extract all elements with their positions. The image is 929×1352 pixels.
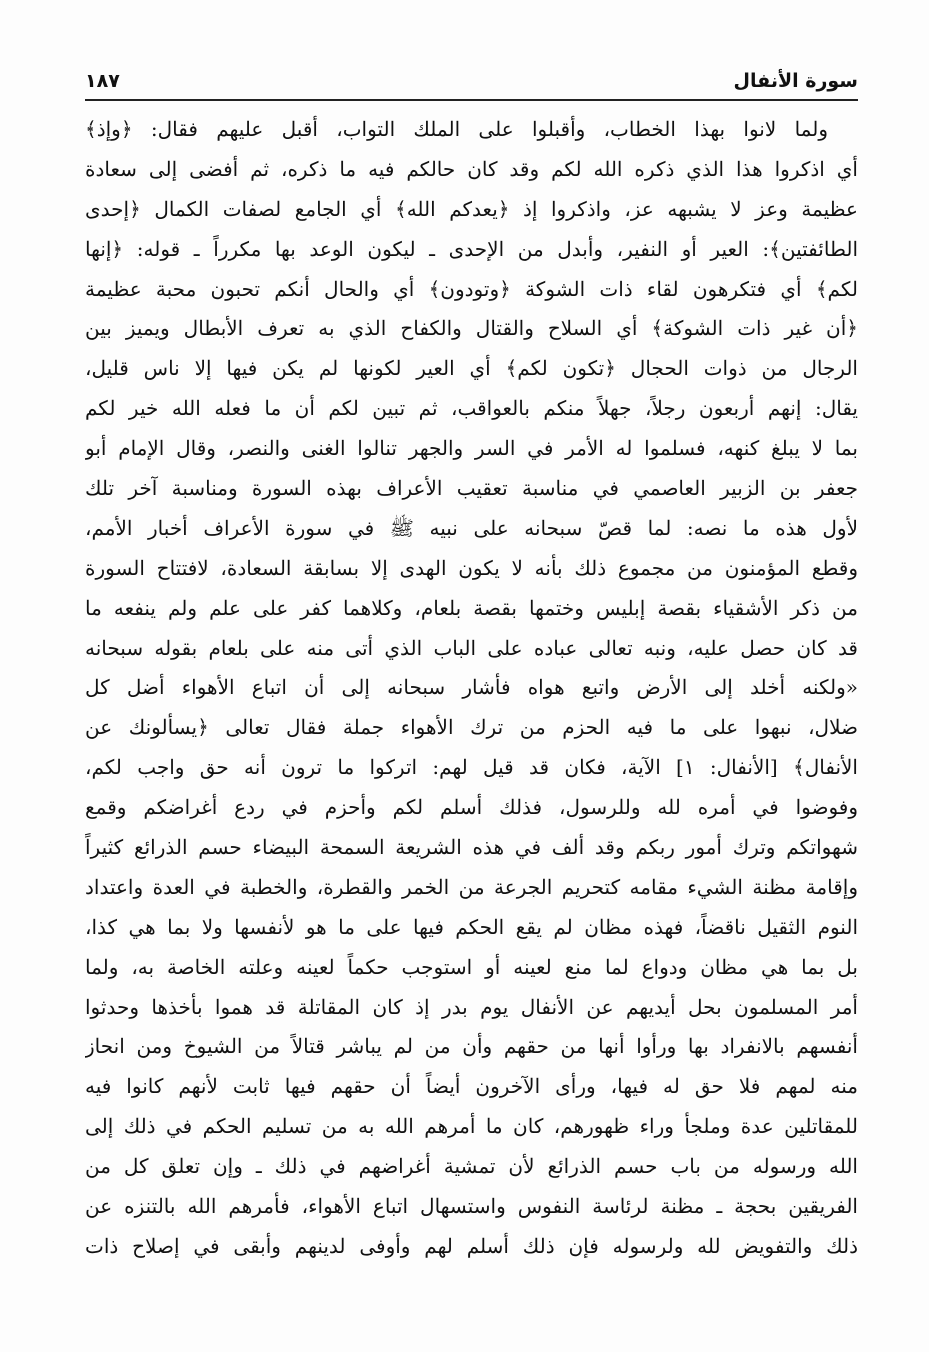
body-text: [85, 110, 858, 1267]
text-line: النوم الثقيل ناقضاً، فهذه مظان لم يقع الحكم فيها على ما هو لأنفسها ولا بما هي كذا،: [85, 914, 858, 939]
text-line: ﴿أن غير ذات الشوكة﴾ أي السلاح والقتال والكفاح الذي به تعرف الأبطال ويميز بين: [85, 316, 858, 341]
text-line: الرجال من ذوات الحجال ﴿تكون لكم﴾ أي العير لكونها لم يكن فيها إلا ناس قليل،: [85, 356, 858, 381]
text-line: وفوضوا في أمره لله وللرسول، فذلك أسلم لكم وأحزم في ردع أغراضكم وقمع: [85, 795, 858, 820]
text-line: شهواتكم وترك أمور ربكم وقد ألف في هذه الشريعة السمحة البيضاء حسم الذرائع كثيراً: [85, 835, 858, 860]
text-line: لأول هذه ما نصه: لما قصّ سبحانه على نبيه ﷺ في سورة الأعراف أخبار الأمم،: [85, 515, 858, 540]
text-line: الله ورسوله من باب حسم الذرائع لأن تمشية أغراضهم في ذلك ـ وإن تعلق كل من: [85, 1154, 858, 1179]
page-number: ١٨٧: [85, 70, 120, 92]
text-line: الطائفتين﴾: العير أو النفير، وأبدل من الإحدى ـ ليكون الوعد بها مكرراً ـ قوله: ﴿إنها: [85, 236, 858, 261]
text-line: منه لمهم فلا حق له فيها، ورأى الآخرون أيضاً أن حقهم فيها ثابت لأنهم كانوا فيه: [85, 1074, 858, 1099]
text-line: يقال: إنهم أربعون رجلاً، جهلاً منكم بالعواقب، ثم تبين لكم أن ما فعله الله خير لكم: [85, 396, 858, 421]
text-line: وإقامة مظنة الشيء مقامه كتحريم الجرعة من الخمر والقطرة، والخطبة في العدة واعتداد: [85, 874, 858, 899]
text-line: «ولكنه أخلد إلى الأرض واتبع هواه فأشار سبحانه إلى أن اتباع الأهواء أضل كل: [85, 675, 858, 700]
text-line: أنفسهم بالانفراد بها ورأوا أنها من حقهم وأن من لم يباشر قتالاً من الشيوخ ومن انحاز: [85, 1034, 858, 1059]
text-line: لكم﴾ أي فتكرهون لقاء ذات الشوكة ﴿وتودون﴾ أي والحال أنكم تحبون محبة عظيمة: [85, 276, 858, 301]
text-line: ضلال، نبهوا على ما فيه الحزم من ترك الأهواء جملة فقال تعالى ﴿يسألونك عن: [85, 715, 858, 740]
surah-title: سورة الأنفال: [733, 70, 858, 92]
text-line: وقطع المؤمنون من مجموع ذلك بأنه لا يكون الهدى إلا بسابقة السعادة، لافتتاح السورة: [85, 555, 858, 580]
text-line: أمر المسلمون بحل أيديهم عن الأنفال يوم بدر إذ كان المقاتلة قد هموا بأخذها وحدثوا: [85, 994, 858, 1019]
text-line: الفريقين بحجة ـ مظنة لرئاسة النفوس واستسهال اتباع الأهواء، فأمرهم الله بالتنزه عن: [85, 1194, 858, 1219]
text-line: أي اذكروا هذا الذي ذكره الله لكم وقد كان حالكم فيه ما ذكره، ثم أفضى إلى سعادة: [85, 156, 858, 181]
text-line: ذلك والتفويض لله ولرسوله فإن ذلك أسلم لهم وأوفى لدينهم وأبقى في إصلاح ذات: [85, 1233, 858, 1258]
running-header: [85, 62, 858, 96]
text-line: ولما لانوا بهذا الخطاب، وأقبلوا على الملك التواب، أقبل عليهم فقال: ﴿وإذ﴾: [85, 117, 828, 141]
text-line: من ذكر الأشقياء بقصة إبليس وختمها بقصة بلعام، وكلاهما كفر على علم ولم ينفعه ما: [85, 595, 858, 620]
text-line: بل بما هي مظان ودواع لما منع لعينه أو استوجب حكماً لعينه وعلته الخاصة به، ولما: [85, 954, 858, 979]
text-line: الأنفال﴾ [الأنفال: ١] الآية، فكان قد قيل لهم: اتركوا ما ترون أنه حق واجب لكم،: [85, 755, 858, 780]
text-line: جعفر بن الزبير العاصمي في مناسبة تعقيب الأعراف بهذه السورة ومناسبة آخر تلك: [85, 476, 858, 501]
text-line: بما لا يبلغ كنهه، فسلموا له الأمر في السر والجهر تنالوا الغنى والنصر، وقال الإمام أبو: [85, 436, 858, 461]
text-line: عظيمة وعز لا يشبهه عز، واذكروا إذ ﴿يعدكم الله﴾ أي الجامع لصفات الكمال ﴿إحدى: [85, 196, 858, 221]
text-line: قد كان حصل عليه، ونبه تعالى عباده على الباب الذي أتى منه على بلعام بقوله سبحانه: [85, 635, 858, 660]
text-line: للمقاتلين عدة وملجأ وراء ظهورهم، كان ما أمرهم الله به من تسليم الحكم في ذلك إلى: [85, 1114, 858, 1139]
header-divider: [85, 99, 858, 101]
